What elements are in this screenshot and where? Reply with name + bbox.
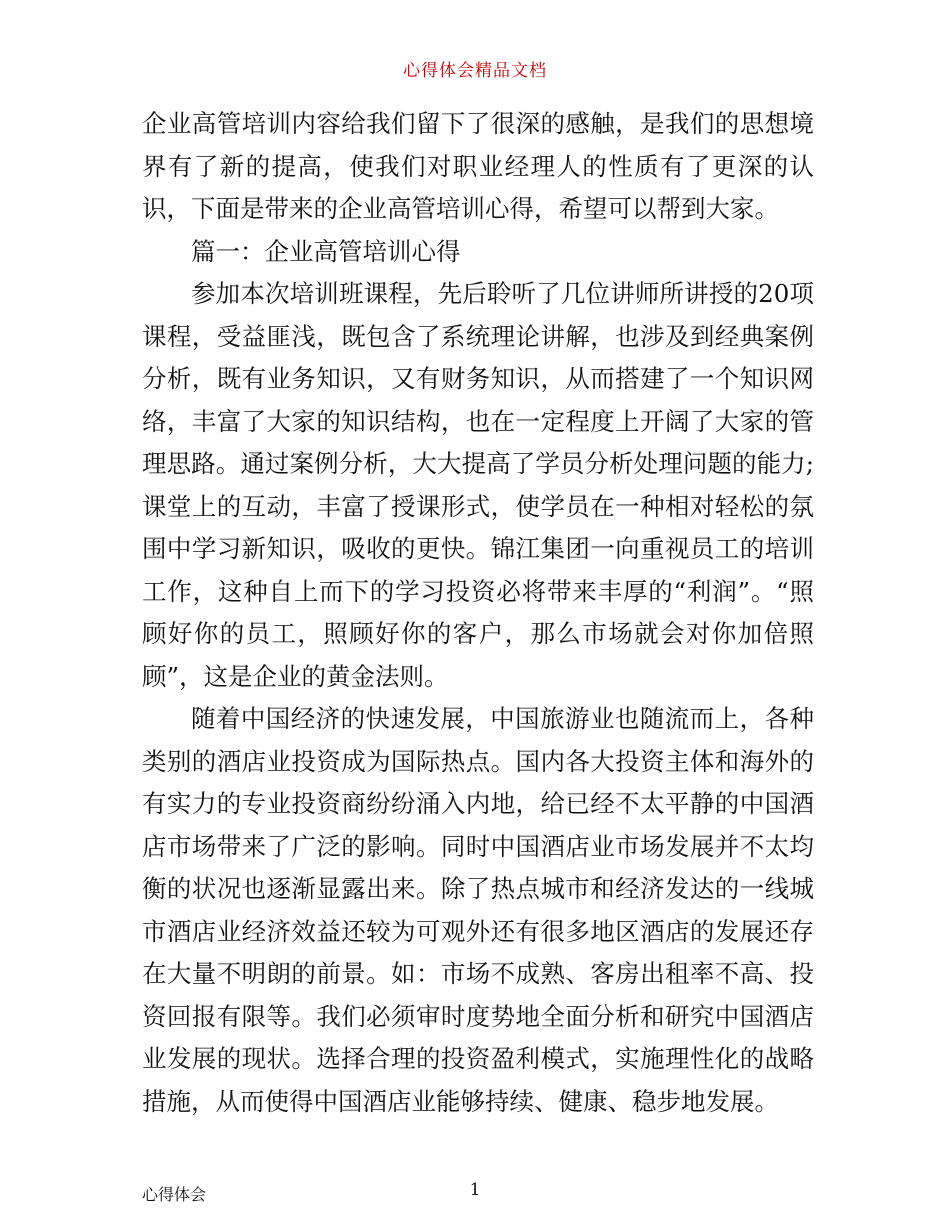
page-header-title: 心得体会精品文档 — [403, 61, 547, 81]
page-number: 1 — [469, 1180, 481, 1200]
body-paragraph-2: 随着中国经济的快速发展，中国旅游业也随流而上，各种类别的酒店业投资成为国际热点。国内各大投资主体和海外的有实力的专业投资商纷纷涌入内地，给已经不太平静的中国酒店市场带来了广泛的影响。同时中国酒店业市场发展并不太均衡的状况也逐渐显露出来。除了热点城市和经济发达的一线城市酒店业经济效益还较为可观外还有很多地区酒店的发展还存在大量不明朗的前景。如：市场不成熟、客房出租率不高、投资回报有限等。我们必须审时度势地全面分析和研究中国酒店业发展的现状。选择合理的投资盈利模式，实施理性化的战略措施，从而使得中国酒店业能够持续、健康、稳步地发展。 — [142, 704, 814, 1116]
body-paragraph-1: 参加本次培训班课程，先后聆听了几位讲师所讲授的20项课程，受益匪浅，既包含了系统理论讲解，也涉及到经典案例分析，既有业务知识，又有财务知识，从而搭建了一个知识网络，丰富了大家的知识结构，也在一定程度上开阔了大家的管理思路。通过案例分析，大大提高了学员分析处理问题的能力;课堂上的互动，丰富了授课形式，使学员在一种相对轻松的氛围中学习新知识，吸收的更快。锦江集团一向重视员工的培训工作，这种自上而下的学习投资必将带来丰厚的“利润”。“照顾好你的员工，照顾好你的客户，那么市场就会对你加倍照顾”，这是企业的黄金法则。 — [142, 279, 814, 691]
section-heading: 篇一：企业高管培训心得 — [191, 236, 461, 266]
intro-paragraph: 企业高管培训内容给我们留下了很深的感触，是我们的思想境界有了新的提高，使我们对职业经理人的性质有了更深的认识，下面是带来的企业高管培训心得，希望可以帮到大家。 — [142, 109, 814, 223]
document-body — [142, 103, 814, 1123]
footer-label: 心得体会 — [142, 1185, 207, 1204]
